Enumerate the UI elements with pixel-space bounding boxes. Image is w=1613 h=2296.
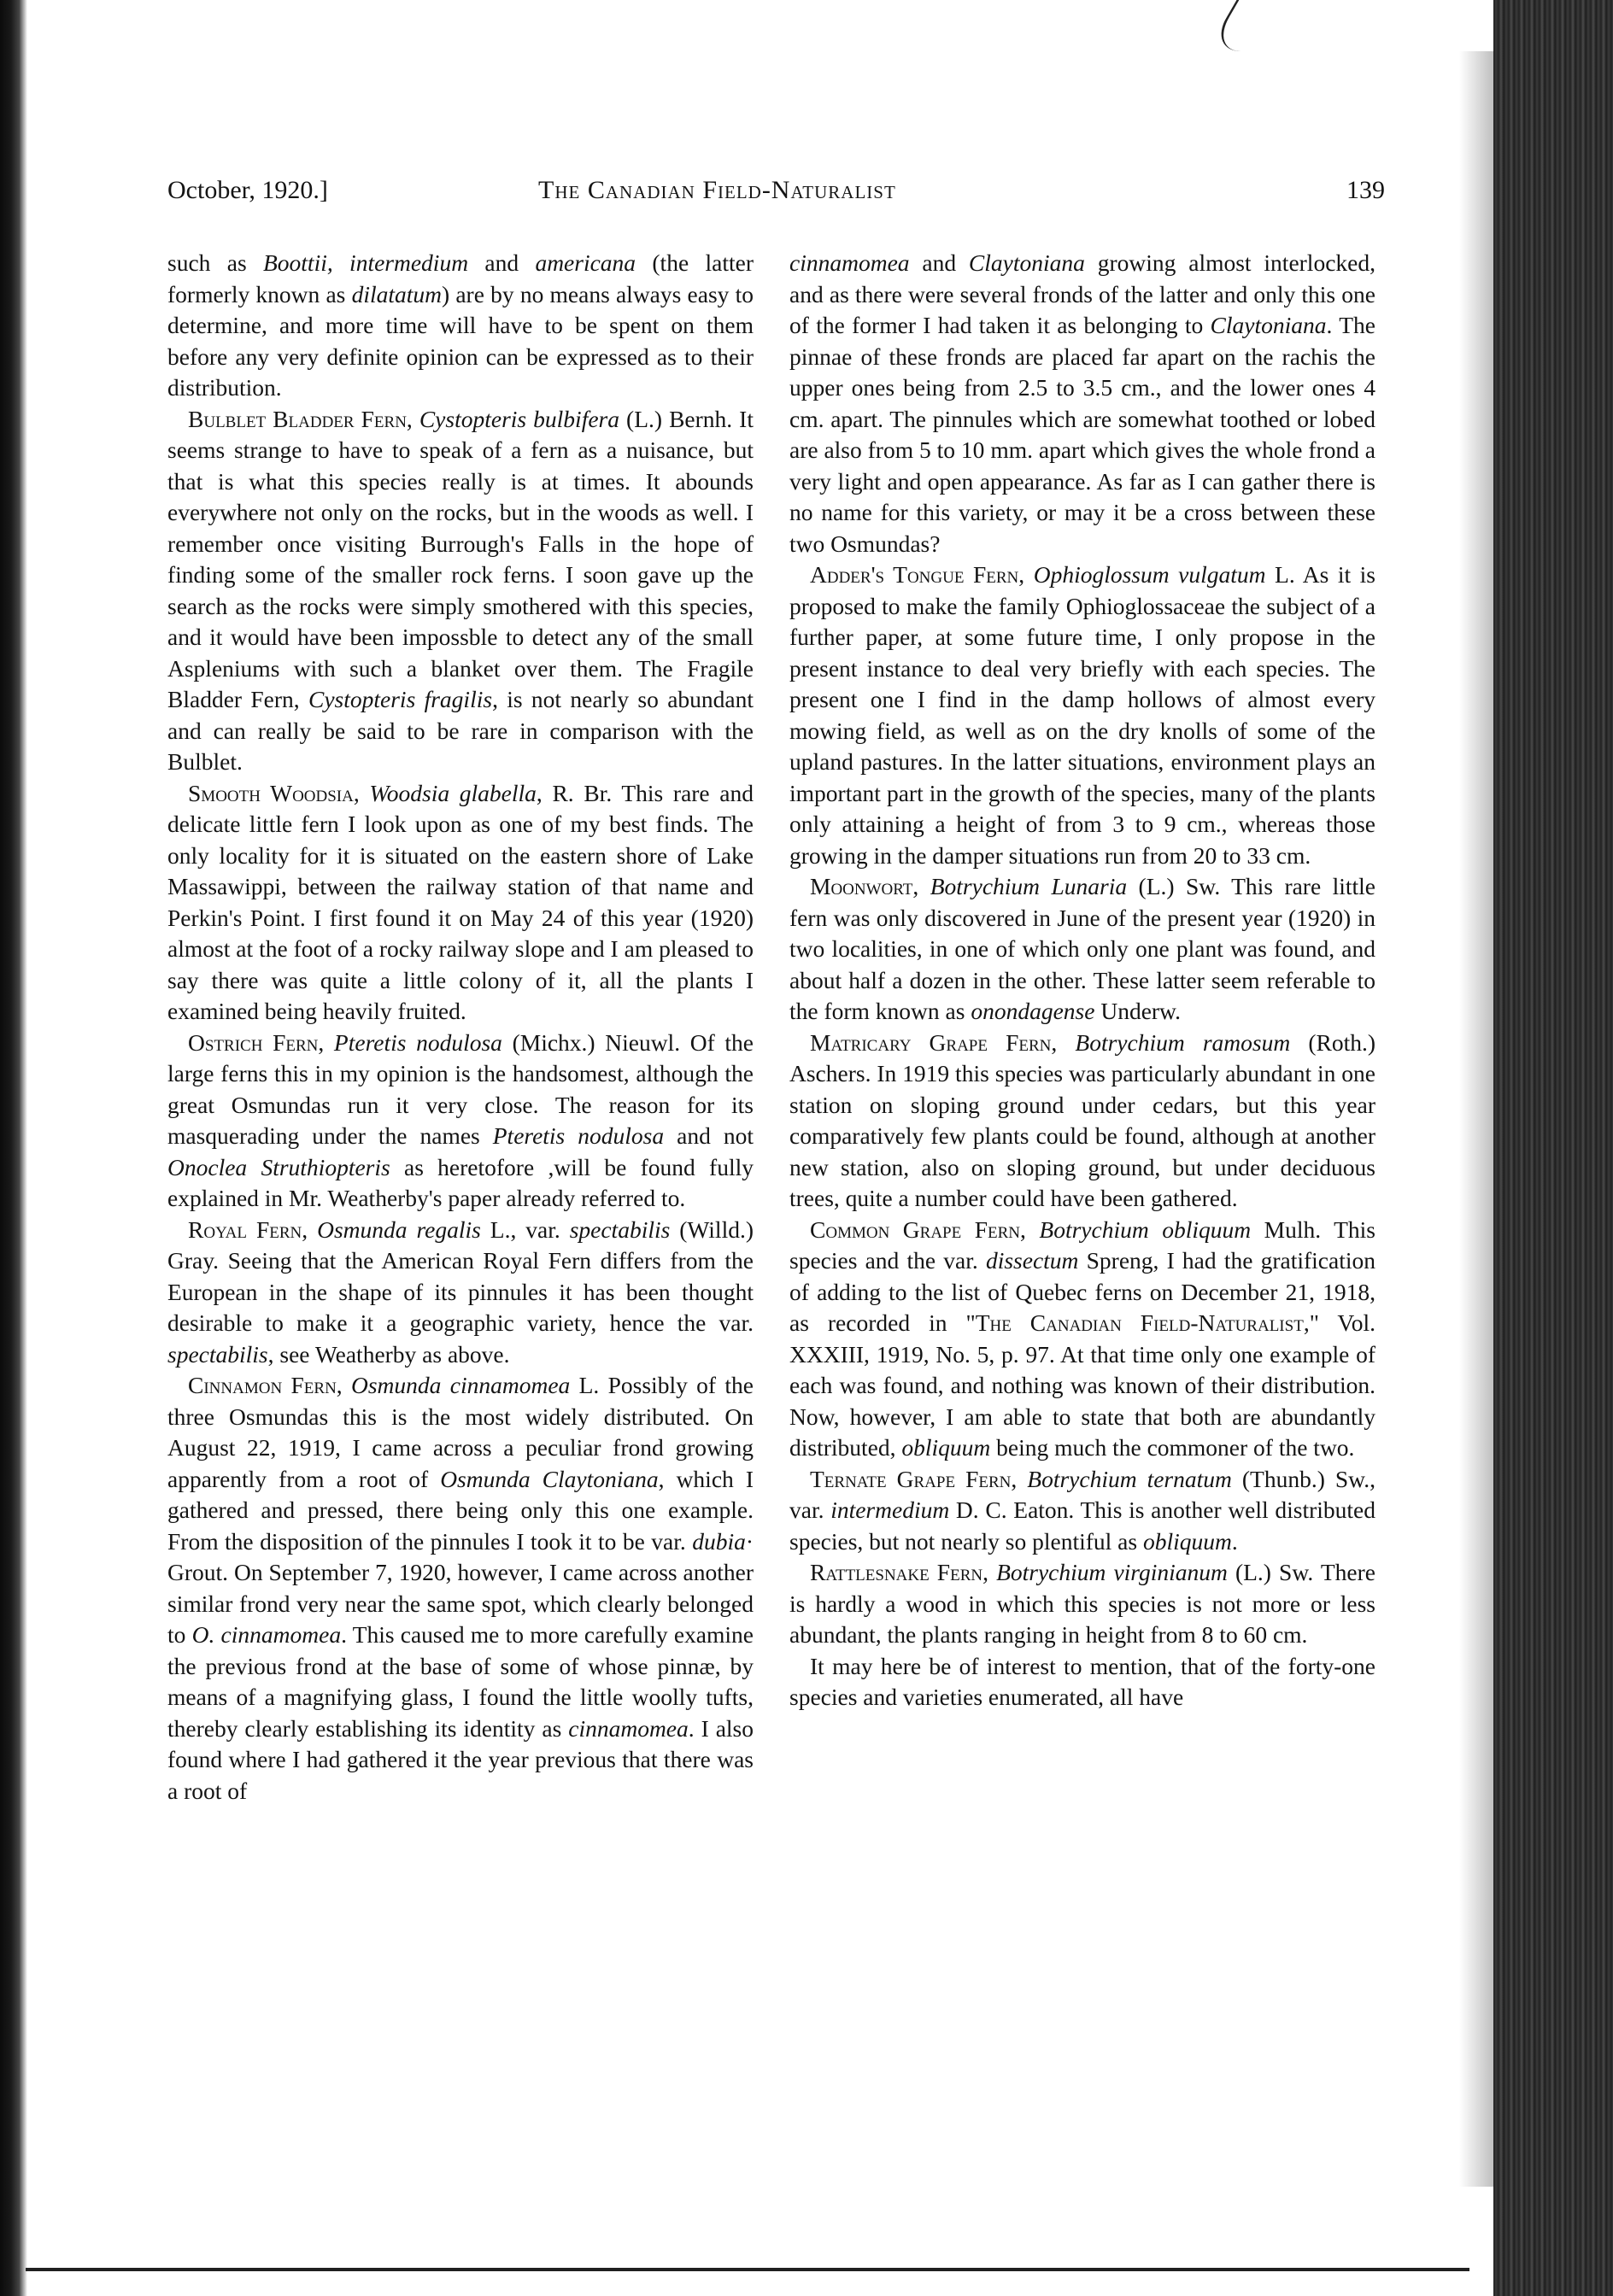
text-run: , which I gathered and pressed, there being only this one example. From the disposition of the pinnules I took it to be var.: [167, 1465, 754, 1555]
paragraph: [167, 248, 754, 404]
text-run: It may here be of interest to mention, that of the forty-one species and varieties enumerated, all have: [789, 1652, 1375, 1710]
italic-text: americana: [535, 249, 636, 276]
text-run: · Grout. On September 7, 1920, however, I came across another similar frond very near the same spot, which clearly belonged to: [167, 1527, 754, 1648]
text-run: ," Vol. XXXIII, 1919, No. 5, p. 97. At that time only one example of each was found, and nothing was known of their distribution. Now, however, I am able to state that both are abundantly distributed,: [789, 1309, 1375, 1461]
paragraph: [167, 1215, 754, 1371]
species-heading: Rattlesnake Fern: [810, 1559, 983, 1585]
text-run: such as: [167, 249, 263, 276]
species-heading: Smooth Woodsia: [188, 779, 354, 806]
italic-text: Woodsia glabella: [369, 779, 537, 806]
species-heading: Ternate Grape Fern: [810, 1465, 1012, 1492]
text-run: (the latter formerly known as: [167, 249, 754, 308]
paragraph: [167, 404, 754, 778]
text-run: , see Weatherby as above.: [267, 1340, 510, 1368]
italic-text: Pteretis nodulosa: [333, 1028, 502, 1056]
text-run: Underw.: [1094, 998, 1181, 1024]
species-heading: Adder's Tongue Fern: [810, 561, 1019, 588]
text-run: ,: [912, 873, 930, 899]
text-run: (Roth.) Aschers. In 1919 this species was particularly abundant in one station on sloping ground under cedars, but this year comparatively few plants could be found, although at another new station, also on sloping ground, but under deciduous trees, quite a number could have been gathered.: [789, 1028, 1375, 1211]
italic-text: Ophioglossum vulgatum: [1033, 561, 1266, 588]
text-run: (Thunb.) Sw., var.: [789, 1465, 1375, 1523]
italic-text: Osmunda Claytoniana: [440, 1465, 659, 1492]
issue-date: October, 1920.]: [167, 176, 328, 204]
journal-title: The Canadian Field-Naturalist: [538, 176, 896, 204]
italic-text: Pteretis nodulosa: [492, 1122, 665, 1149]
text-run: and: [468, 249, 536, 276]
italic-text: onondagense: [971, 998, 1095, 1024]
italic-text: Claytoniana: [1210, 312, 1327, 338]
text-run: L., var.: [480, 1215, 570, 1243]
species-heading: Royal Fern: [188, 1215, 302, 1243]
italic-text: cinnamomea: [789, 249, 910, 276]
text-run: L. Possibly of the three Osmundas this is the most widely distributed. On August 22, 1919, I came across a peculiar frond growing apparently from a root of: [167, 1372, 754, 1492]
italic-text: Botrychium obliquum: [1039, 1215, 1252, 1243]
book-page-edges: [1493, 0, 1613, 2296]
italic-text: Boottii, intermedium: [262, 249, 469, 276]
species-heading: Ostrich Fern: [188, 1028, 319, 1056]
italic-text: Botrychium virginianum: [996, 1559, 1228, 1585]
book-binding-shadow: [0, 0, 27, 2296]
text-run: ) are by no means always easy to determine, and more time will have to be spent on them before any very definite opinion can be expressed as to their distribution.: [167, 280, 754, 401]
text-run: ,: [318, 1028, 334, 1056]
text-run: being much the commoner of the two.: [990, 1434, 1355, 1461]
text-run: ,: [336, 1372, 351, 1398]
paragraph: [789, 1028, 1375, 1215]
text-run: L. As it is proposed to make the family Ophioglossaceae the subject of a further paper, at some future time, I only propose in the present instance to deal very briefly with each species. The present one I find in the damp hollows of almost every mowing field, as well as on the dry knolls of some of the upland pastures. In the latter situations, environment plays an important part in the growth of the species, many of the plants only attaining a height of from 3 to 9 cm., whereas those growing in the damper situations run from 20 to 33 cm.: [789, 561, 1376, 869]
paragraph: [789, 1215, 1375, 1464]
text-run: Mulh. This species and the var.: [789, 1215, 1375, 1274]
text-run: growing almost interlocked, and as there were several fronds of the latter and only this one of the former I had taken it as belonging to: [789, 249, 1375, 338]
text-run: Spreng, I had the gratification of adding to the list of Quebec ferns on December 21, 1918, as recorded in ": [789, 1247, 1375, 1336]
species-heading: Cinnamon Fern: [188, 1372, 337, 1398]
italic-text: obliquum: [1142, 1527, 1232, 1555]
italic-text: Botrychium ramosum: [1075, 1028, 1291, 1056]
paragraph: [789, 1651, 1375, 1713]
paragraph: [789, 1557, 1375, 1651]
text-run: (L.) Sw. This rare little fern was only discovered in June of the present year (1920) in two localities, in one of which only one plant was found, and about half a dozen in the other. These latter seem referable to the form known as: [789, 873, 1376, 1024]
running-head: [0, 176, 1613, 219]
text-run: ,: [353, 779, 370, 806]
text-run: , R. Br. This rare and delicate little fern I look upon as one of my best finds. The only locality for it is situated on the eastern shore of Lake Massawippi, between the railway station of that name and Perkin's Point. I first found it on May 24 of this year (1920) almost at the foot of a rocky railway slope and I am pleased to say there was quite a little colony of it, all the plants I examined being heavily fruited.: [167, 779, 754, 1024]
text-run: and: [909, 249, 969, 276]
italic-text: spectabilis: [569, 1215, 671, 1243]
species-heading: The Canadian Field-Naturalist: [975, 1309, 1304, 1336]
paragraph: [167, 1028, 754, 1215]
italic-text: spectabilis: [167, 1340, 268, 1368]
page-bottom-edge: [26, 2268, 1469, 2271]
paragraph: [789, 559, 1375, 871]
text-run: ,: [1018, 561, 1034, 588]
italic-text: dissectum: [985, 1247, 1079, 1274]
text-run: , is not nearly so abundant and can really be said to be rare in comparison with the Bulblet.: [167, 686, 754, 775]
text-run: . I also found where I had gathered it the year previous that there was a root of: [167, 1714, 754, 1804]
right-text-column: [789, 248, 1375, 1713]
italic-text: dubia: [692, 1527, 746, 1555]
page-gutter-shadow: [1459, 51, 1493, 2187]
italic-text: O. cinnamomea: [191, 1621, 342, 1648]
text-run: D. C. Eaton. This is another well distributed species, but not nearly so plentiful as: [789, 1496, 1375, 1555]
italic-text: dilatatum: [351, 280, 442, 308]
paragraph: [789, 1464, 1375, 1558]
text-run: as heretofore ,will be found fully explained in Mr. Weatherby's paper already referred to.: [167, 1153, 754, 1211]
text-run: ,: [302, 1215, 318, 1243]
italic-text: obliquum: [901, 1434, 991, 1461]
text-run: .: [1231, 1527, 1238, 1555]
text-run: ,: [406, 405, 419, 432]
text-run: ,: [982, 1559, 997, 1585]
italic-text: Cystopteris fragilis: [308, 686, 493, 712]
text-run: ,: [1020, 1215, 1040, 1243]
species-heading: Matricary Grape Fern: [810, 1028, 1052, 1056]
species-heading: Bulblet Bladder Fern: [188, 405, 407, 432]
paragraph: [167, 778, 754, 1028]
species-heading: Common Grape Fern: [810, 1215, 1021, 1243]
text-run: . This caused me to more carefully examine the previous frond at the base of some of whose pinnæ, by means of a magnifying glass, I found the little woolly tufts, thereby clearly establishing its identity as: [167, 1621, 754, 1742]
text-run: and not: [664, 1122, 754, 1149]
italic-text: Onoclea Struthiopteris: [167, 1153, 390, 1180]
italic-text: Claytoniana: [968, 249, 1085, 276]
text-run: ,: [1011, 1465, 1028, 1492]
italic-text: Cystopteris bulbifera: [419, 405, 619, 432]
italic-text: Osmunda cinnamomea: [351, 1372, 571, 1398]
italic-text: cinnamomea: [568, 1714, 689, 1742]
italic-text: intermedium: [830, 1496, 950, 1523]
italic-text: Botrychium ternatum: [1027, 1465, 1232, 1492]
left-text-column: [167, 248, 754, 1807]
page-curl-mark: [1207, 0, 1274, 51]
text-run: . The pinnae of these fronds are placed far apart on the rachis the upper ones being from 2.5 to 3.5 cm., and the lower ones 4 cm. apart. The pinnules which are somewhat toothed or lobed are also from 5 to 10 mm. apart which gives the whole frond a very light and open appearance. As far as I can gather there is no name for this variety, or may it be a cross between these two Osmundas?: [789, 312, 1375, 557]
species-heading: Moonwort: [810, 873, 913, 899]
italic-text: Osmunda regalis: [317, 1215, 481, 1243]
paragraph: [167, 1370, 754, 1807]
italic-text: Botrychium Lunaria: [930, 873, 1128, 899]
paragraph: [789, 871, 1375, 1028]
text-run: (Michx.) Nieuwl. Of the large ferns this in my opinion is the handsomest, although the great Osmundas run it very close. The reason for its masquerading under the names: [167, 1028, 754, 1149]
paragraph: [789, 248, 1375, 559]
text-run: (L.) Bernh. It seems strange to have to speak of a fern as a nuisance, but that is what this species really is at times. It abounds everywhere not only on the rocks, but in the woods as well. I remember once visiting Burrough's Falls in the hope of finding some of the smaller rock ferns. I soon gave up the search as the rocks were simply smothered with this species, and it would have been impossble to detect any of the small Aspleniums with such a blanket over them. The Fragile Bladder Fern,: [167, 405, 754, 712]
text-run: (L.) Sw. There is hardly a wood in which this species is not more or less abundant, the plants ranging in height from 8 to 60 cm.: [789, 1559, 1376, 1648]
text-run: (Willd.) Gray. Seeing that the American Royal Fern differs from the European in the shape of its pinnules it has been thought desirable to make it a geographic variety, hence the var.: [167, 1215, 754, 1336]
text-run: ,: [1051, 1028, 1076, 1056]
page-number: 139: [1346, 176, 1385, 204]
